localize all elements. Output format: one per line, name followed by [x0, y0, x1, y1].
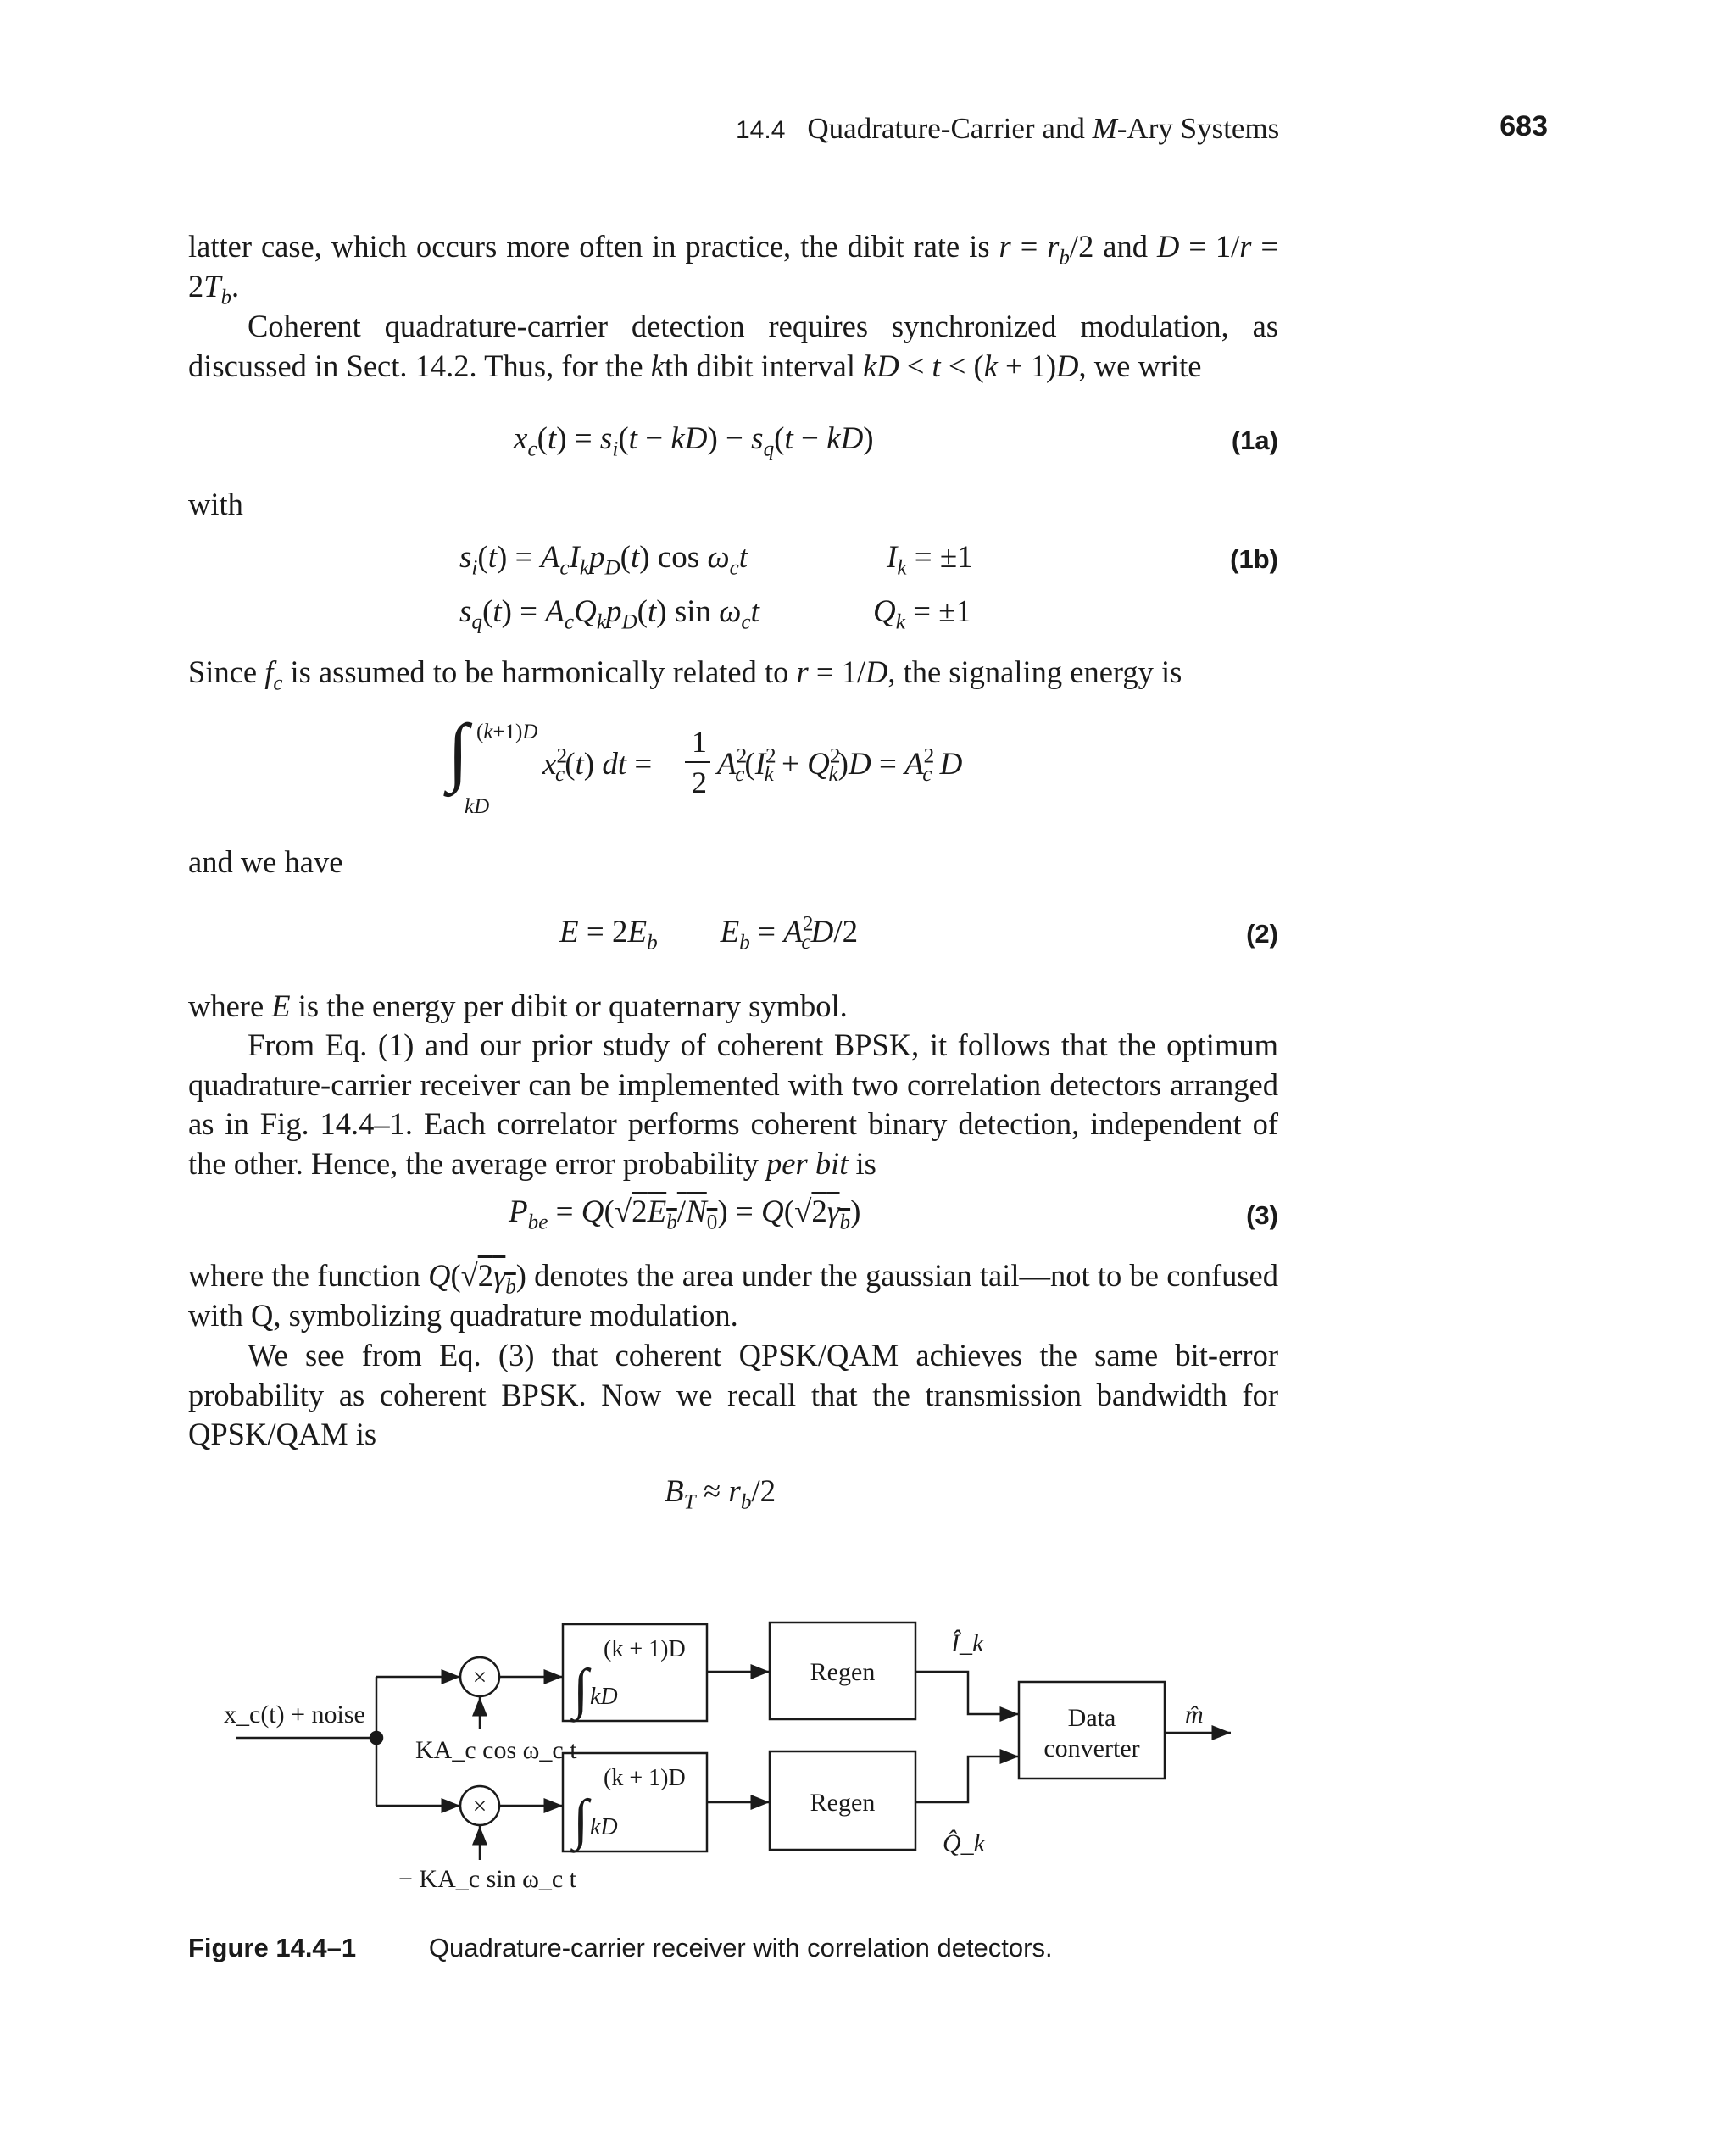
equation-3-label: (3) [1246, 1200, 1278, 1230]
output-I-label: Î_k [951, 1629, 984, 1657]
paragraph-where-function: where the function $Q(√2\gamma_b)$ denotes the area under the gaussian tail—not to be confused with Q, symbolizing quadrature modulation. [188, 1258, 1279, 1333]
figure-caption-text: Quadrature-carrier receiver with correlation detectors. [428, 1933, 1053, 1962]
integral-sign-top: ∫ [573, 1658, 589, 1720]
paragraph-continuation: latter case, which occurs more often in practice, the dibit rate is $r = r_b/2$ and $D = 1/r = 2T_b$. [188, 229, 1279, 309]
equation-2: $E = 2E_b$ $E_b = A^2_cD/2$ [559, 912, 859, 955]
where-E-text-b: is the energy per dibit or quaternary symbol. [298, 988, 848, 1023]
section-title-part2: -Ary Systems [1116, 112, 1280, 145]
where-fn-text-a: where the function [188, 1258, 420, 1293]
equation-1b-label: (1b) [1230, 544, 1278, 574]
integral-lower-bottom: kD [590, 1814, 618, 1840]
oscillator-top-label: KA_c cos ω_c t [415, 1736, 577, 1764]
input-label: x_c(t) + noise [224, 1701, 365, 1729]
multiplier-top-symbol: × [472, 1663, 487, 1691]
p2-text-b: th dibit interval [664, 348, 856, 383]
figure-caption-label: Figure 14.4–1 [188, 1933, 357, 1962]
where-E-text-a: where [188, 988, 264, 1023]
regen-top-label: Regen [810, 1658, 876, 1686]
equation-1b-Qk: $Q_k = \pm 1$ [873, 594, 972, 634]
output-Q-label: Q̂_k [943, 1829, 985, 1857]
section-number: 14.4 [736, 116, 786, 144]
data-converter-label-1: Data [1067, 1704, 1116, 1732]
multiplier-bottom-symbol: × [472, 1792, 487, 1820]
page-number: 683 [1500, 110, 1548, 142]
from-eq1-text-b: per bit [766, 1145, 849, 1181]
integral-upper-top: (k + 1)D [604, 1636, 686, 1662]
since-text-b: is assumed to be harmonically related to [290, 654, 789, 689]
regen-to-dc-bottom [915, 1757, 1019, 1802]
integral-sign-bottom: ∫ [573, 1789, 589, 1851]
paragraph-we-see: We see from Eq. (3) that coherent QPSK/QAM achieves the same bit-error probability as coherent BPSK. Now we recall that the transmission bandwidth for QPSK/QAM is [188, 1338, 1278, 1451]
since-text-a: Since [188, 654, 258, 689]
oscillator-bottom-label: − KA_c sin ω_c t [398, 1865, 576, 1893]
equation-3: $P_{be} = Q(√2E_b/N_0) = Q(√2\gamma_b)$ [509, 1194, 861, 1234]
equation-1b-Ik: $I_k = \pm 1$ [887, 540, 973, 580]
from-eq1-text-a: From Eq. (1) and our prior study of coherent BPSK, it follows that the optimum quadrature-carrier receiver can be implemented with two correlation detectors arranged as in Fig. 14.4–1. Each correlator performs coherent binary detection, independent of the other. Hence, the average error probability [188, 1027, 1278, 1181]
equation-1a-label: (1a) [1231, 426, 1278, 455]
p2-text-c: , we write [1078, 348, 1202, 383]
paragraph-and-we-have: and we have [188, 844, 343, 879]
paragraph-where-E: where E is the energy per dibit or quaternary symbol. [188, 988, 848, 1023]
integral-upper-bottom: (k + 1)D [604, 1765, 686, 1791]
output-m-label: m̂ [1185, 1701, 1204, 1729]
section-title-italic: M [1092, 112, 1117, 145]
regen-to-dc-top [915, 1672, 1019, 1714]
equation-1b-line1: $s_i(t) = A_cI_kp_D(t)$ $\cos \omega_ct$ [459, 540, 748, 580]
where-fn-text-b: denotes the area under the gaussian tail—not to be confused with Q, symbolizing quadrature modulation. [188, 1258, 1279, 1333]
equation-1b-line2: $s_q(t) = A_cQ_kp_D(t)$ $\sin \omega_ct$ [459, 594, 760, 634]
integral-lower-top: kD [590, 1684, 618, 1710]
equation-1a: $x_c(t) = s_i(t - kD) - s_q(t - kD)$ [514, 421, 874, 461]
figure-caption [188, 1933, 1053, 1963]
from-eq1-text-c: is [855, 1145, 876, 1181]
word-with: with [188, 487, 243, 521]
p2-text: Coherent quadrature-carrier detection requires synchronized modulation, as discussed in Sect. 14.2. Thus, for the [188, 309, 1278, 383]
equation-2-label: (2) [1246, 919, 1278, 949]
equation-bandwidth: $B_T \approx r_b/2$ [665, 1474, 776, 1514]
section-title-part1: Quadrature-Carrier and [807, 112, 1093, 145]
p1-text: latter case, which occurs more often in practice, the dibit rate is [188, 229, 990, 264]
paragraph-coherent-detection: Coherent quadrature-carrier detection requires synchronized modulation, as discussed in Sect. 14.2. Thus, for the kth dibit interval kD < t < (k + 1)D, we write [188, 309, 1278, 383]
paragraph-since: Since $f_c$ is assumed to be harmonically related to r = 1/D, the signaling energy is [188, 654, 1182, 695]
since-text-c: , the signaling energy is [887, 654, 1182, 689]
regen-bottom-label: Regen [810, 1789, 876, 1817]
data-converter-label-2: converter [1043, 1734, 1140, 1762]
